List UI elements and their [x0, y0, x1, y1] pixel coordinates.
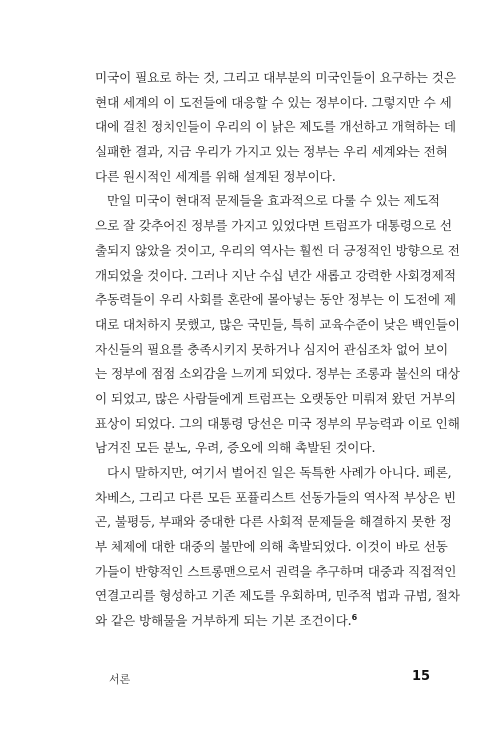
text-line: 추동력들이 우리 사회를 혼란에 몰아넣는 동안 정부는 이 도전에 제 [95, 292, 456, 308]
text-line: 대로 대처하지 못했고, 많은 국민들, 특히 교육수준이 낮은 백인들이 [95, 316, 460, 332]
text-line: 연결고리를 형성하고 기존 제도를 우회하며, 민주적 법과 규범, 절차 [95, 588, 460, 604]
text-line: 실패한 결과, 지금 우리가 가지고 있는 정부는 우리 세계와는 전혀 [95, 144, 448, 160]
text-line: 만일 미국이 현대적 문제들을 효과적으로 다룰 수 있는 제도적 [107, 193, 440, 209]
text-line: 다른 원시적인 세계를 위해 설계된 정부이다. [95, 168, 336, 184]
paragraph-1 [95, 66, 456, 189]
text-line: 부 체제에 대한 대중의 불만에 의해 촉발되었다. 이것이 바로 선동 [95, 539, 448, 555]
text-line: 출되지 않았을 것이고, 우리의 역사는 훨씬 더 긍정적인 방향으로 전 [95, 242, 460, 258]
footnote-marker[interactable]: 6 [351, 613, 358, 623]
text-line: 현대 세계의 이 도전들에 대응할 수 있는 정부이다. 그렇지만 수 세 [95, 94, 452, 110]
text-line: 으로 잘 갖추어진 정부를 가지고 있었다면 트럼프가 대통령으로 선 [95, 218, 452, 234]
text-line-content: 와 같은 방해물을 거부하게 되는 기본 조건이다. [95, 613, 352, 629]
text-line: 대에 걸친 정치인들이 우리의 이 낡은 제도를 개선하고 개혁하는 데 [95, 119, 456, 135]
paragraph-2 [95, 189, 460, 461]
text-line: 이 되었고, 많은 사람들에게 트럼프는 오랫동안 미뤄져 왔던 거부의 [95, 390, 456, 406]
text-line: 미국이 필요로 하는 것, 그리고 대부분의 미국인들이 요구하는 것은 [95, 70, 456, 85]
body-text [95, 66, 460, 634]
page-number: 15 [412, 669, 431, 684]
text-line: 표상이 되었다. 그의 대통령 당선은 미국 정부의 무능력과 이로 인해 [95, 415, 460, 431]
running-footer-section: 서론 [109, 673, 131, 686]
text-line: 곤, 불평등, 부패와 중대한 다른 사회적 문제들을 해결하지 못한 정 [95, 514, 452, 530]
text-line: 차베스, 그리고 다른 모든 포퓰리스트 선동가들의 역사적 부상은 빈 [95, 489, 456, 505]
paragraph-3 [95, 461, 460, 634]
text-line: 는 정부에 점점 소외감을 느끼게 되었다. 정부는 조롱과 불신의 대상 [95, 366, 460, 382]
text-line: 가들이 반향적인 스트롱맨으로서 권력을 추구하며 대중과 직접적인 [95, 563, 457, 579]
text-line: 남겨진 모든 분노, 우려, 증오에 의해 촉발된 것이다. [95, 440, 376, 456]
text-line: 다시 말하지만, 여기서 벌어진 일은 독특한 사례가 아니다. 페론, [107, 465, 452, 480]
text-line: 자신들의 필요를 충족시키지 못하거나 심지어 관심조차 없어 보이 [95, 341, 449, 357]
text-line [95, 609, 431, 634]
text-line: 개되었을 것이다. 그러나 지난 수십 년간 새롭고 강력한 사회경제적 [95, 267, 456, 283]
